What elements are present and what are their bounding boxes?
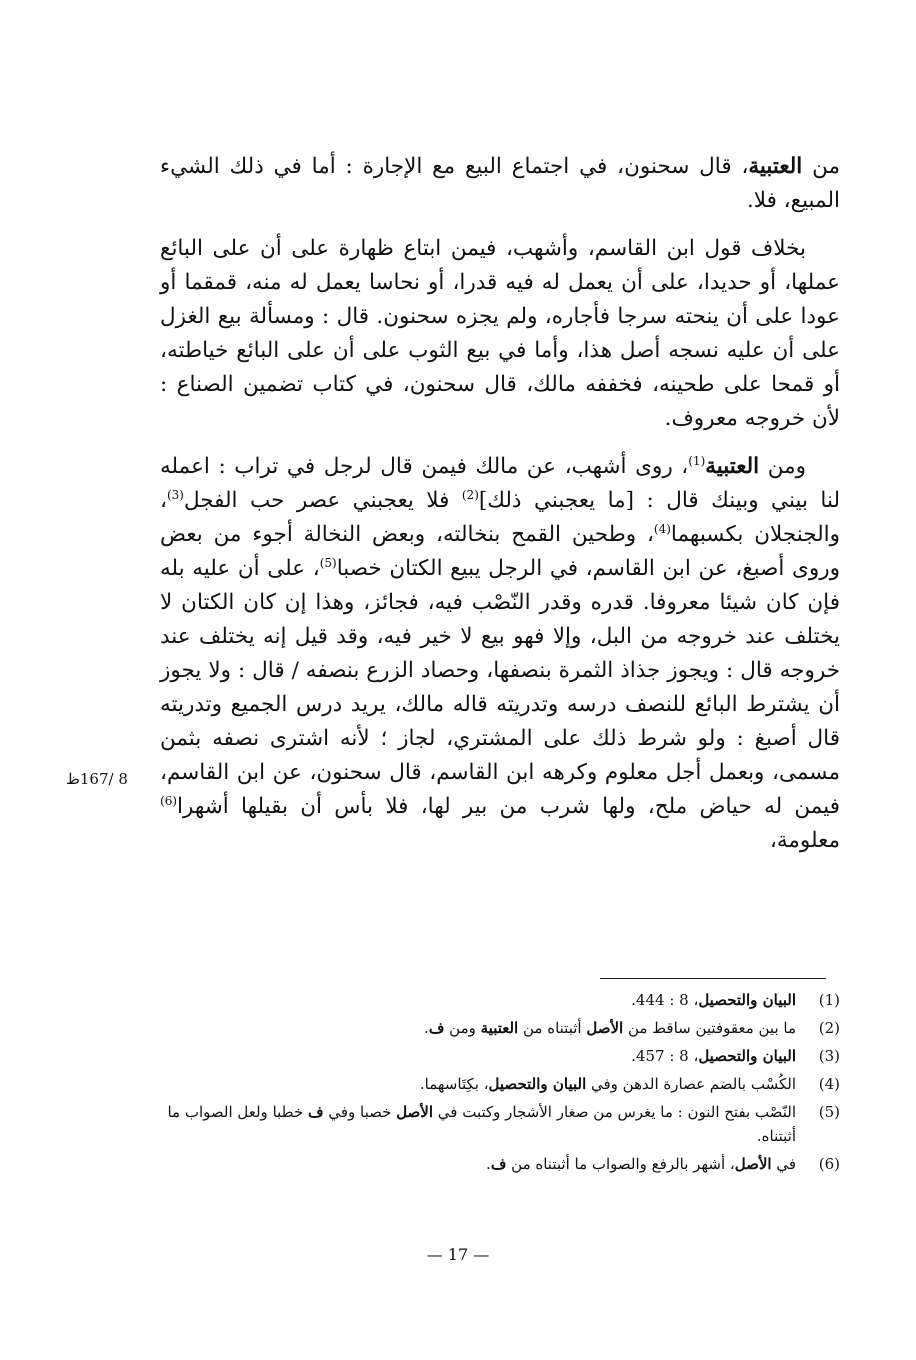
text-segment: خصبا وفي bbox=[323, 1103, 397, 1121]
text-segment: ومن bbox=[444, 1019, 481, 1037]
text-segment: ، 8 : 457. bbox=[631, 1047, 699, 1065]
text-segment: ، روى أشهب، عن مالك فيمن قال لرجل في تراب : اعمله لنا بيني وبينك قال : [ما يعجبني ذلك] bbox=[160, 454, 840, 513]
footnote-text bbox=[160, 1152, 796, 1176]
footnotes bbox=[160, 988, 840, 1180]
footnote bbox=[160, 1016, 840, 1040]
text-segment: ومن bbox=[759, 454, 806, 479]
paragraph bbox=[160, 450, 840, 858]
text-segment: ، بكِتَاسهما. bbox=[419, 1075, 489, 1093]
text-segment: البيان والتحصيل bbox=[698, 991, 796, 1009]
footnote bbox=[160, 988, 840, 1012]
footnote bbox=[160, 1072, 840, 1096]
text-segment: النّصْب بفتح النون : ما يغرس من صغار الأشجار وكتبت في bbox=[433, 1103, 796, 1121]
footnote-number: (4) bbox=[818, 1075, 840, 1093]
text-segment: خطبا ولعل الصواب ما أثبتناه. bbox=[167, 1103, 796, 1145]
footnote-ref: (5) bbox=[319, 555, 337, 570]
text-segment: الأصل bbox=[396, 1103, 434, 1121]
text-segment: فلا يعجبني عصر حب الفجل bbox=[183, 488, 462, 513]
text-segment: في bbox=[771, 1155, 796, 1173]
footnote bbox=[160, 1100, 840, 1148]
text-segment: ، أشهر بالرفع والصواب ما أثبتناه من bbox=[506, 1155, 735, 1173]
footnote-text bbox=[160, 1072, 796, 1096]
margin-reference: 8 /167ظ bbox=[66, 770, 128, 788]
footnote-ref: (3) bbox=[166, 487, 184, 502]
text-segment: ، قال سحنون، في اجتماع البيع مع الإجارة : أما في ذلك الشيء المبيع، فلا. bbox=[160, 154, 840, 213]
footnote-ref: (4) bbox=[653, 521, 671, 536]
footnote-ref: (2) bbox=[461, 487, 479, 502]
text-segment: العتبية bbox=[748, 154, 803, 179]
text-segment: . bbox=[486, 1155, 491, 1173]
footnote-number: (5) bbox=[818, 1103, 840, 1121]
text-segment: الكُسْب بالضم عصارة الدهن وفي bbox=[586, 1075, 796, 1093]
footnote-number: (3) bbox=[818, 1047, 840, 1065]
text-segment: أثبتناه من bbox=[518, 1019, 587, 1037]
paragraph bbox=[160, 150, 840, 218]
text-segment: البيان والتحصيل bbox=[698, 1047, 796, 1065]
text-segment: العتبية bbox=[705, 454, 760, 479]
footnote-number: (6) bbox=[818, 1155, 840, 1173]
text-segment: معلومة، bbox=[769, 828, 840, 853]
page-number: — 17 — bbox=[426, 1245, 490, 1264]
footnote bbox=[160, 1152, 840, 1176]
footnote-text bbox=[160, 1044, 796, 1068]
footnote bbox=[160, 1044, 840, 1068]
text-segment: بخلاف قول ابن القاسم، وأشهب، فيمن ابتاع ظهارة على أن على البائع عملها، أو حديدا، على أن يعمل له فيه قدرا، أو نحاسا يعمل له منه، قمقما أو عودا على أن ينحته سرجا فأجاره، ولم يجزه سحنون. قال : ومسألة بيع الغزل على أن عليه نسجه أصل هذا، وأما في بيع الثوب على أن على البائع خياطته، أو قمحا على طحينه، فخففه مالك، قال سحنون، في كتاب تضمين الصناع : لأن خروجه معروف. bbox=[160, 236, 840, 431]
text-segment: ف bbox=[428, 1019, 445, 1037]
text-segment: ، 8 : 444. bbox=[631, 991, 699, 1009]
text-segment: ف bbox=[308, 1103, 324, 1121]
text-segment: ، والجنجلان بكسبهما bbox=[160, 488, 840, 547]
text-segment: ما بين معقوفتين ساقط من bbox=[623, 1019, 796, 1037]
text-segment: الأصل bbox=[586, 1019, 624, 1037]
main-text bbox=[160, 150, 840, 872]
text-segment: العتبية bbox=[480, 1019, 519, 1037]
footnote-number: (1) bbox=[818, 991, 840, 1009]
footnote-ref: (6) bbox=[160, 793, 178, 808]
footnote-text bbox=[160, 1016, 796, 1040]
text-segment: البيان والتحصيل bbox=[488, 1075, 587, 1093]
footnote-text bbox=[160, 988, 796, 1012]
text-segment: ، على أن عليه بله فإن كان شيئا معروفا. قدره وقدر النّصْب فيه، فجائز، وهذا إن كان الكتان لا يختلف عند خروجه من البل، وإلا فهو بيع لا خير فيه، وقد قيل إنه يختلف عند خروجه قال : ويجوز جذاذ الثمرة بنصفها، وحصاد الزرع بنصفه / قال : ولا يجوز أن يشترط البائع للنصف درسه وتدريته قاله مالك، يريد درس الجميع وتدريته قال أصبغ : ولو شرط ذلك على المشتري، لجاز ؛ لأنه اشترى نصفه بثمن مسمى، وبعمل أجل معلوم وكرهه ابن القاسم، قال سحنون، عن ابن القاسم، فيمن له حياض ملح، ولها شرب من بير لها، فلا بأس أن بقيلها أشهرا bbox=[160, 556, 840, 819]
footnote-number: (2) bbox=[818, 1019, 840, 1037]
footnote-separator bbox=[600, 978, 826, 979]
footnote-ref: (1) bbox=[688, 453, 706, 468]
text-segment: الأصل bbox=[734, 1155, 772, 1173]
text-segment: ف bbox=[490, 1155, 507, 1173]
text-segment: ، وطحين القمح بنخالته، وبعض النخالة أجوء من بعض وروى أصبغ، عن ابن القاسم، في الرجل يبيع الكتان خصبا bbox=[160, 522, 840, 581]
text-segment: . bbox=[424, 1019, 429, 1037]
paragraph bbox=[160, 232, 840, 436]
text-segment: من bbox=[802, 154, 840, 179]
footnote-text bbox=[160, 1100, 796, 1148]
